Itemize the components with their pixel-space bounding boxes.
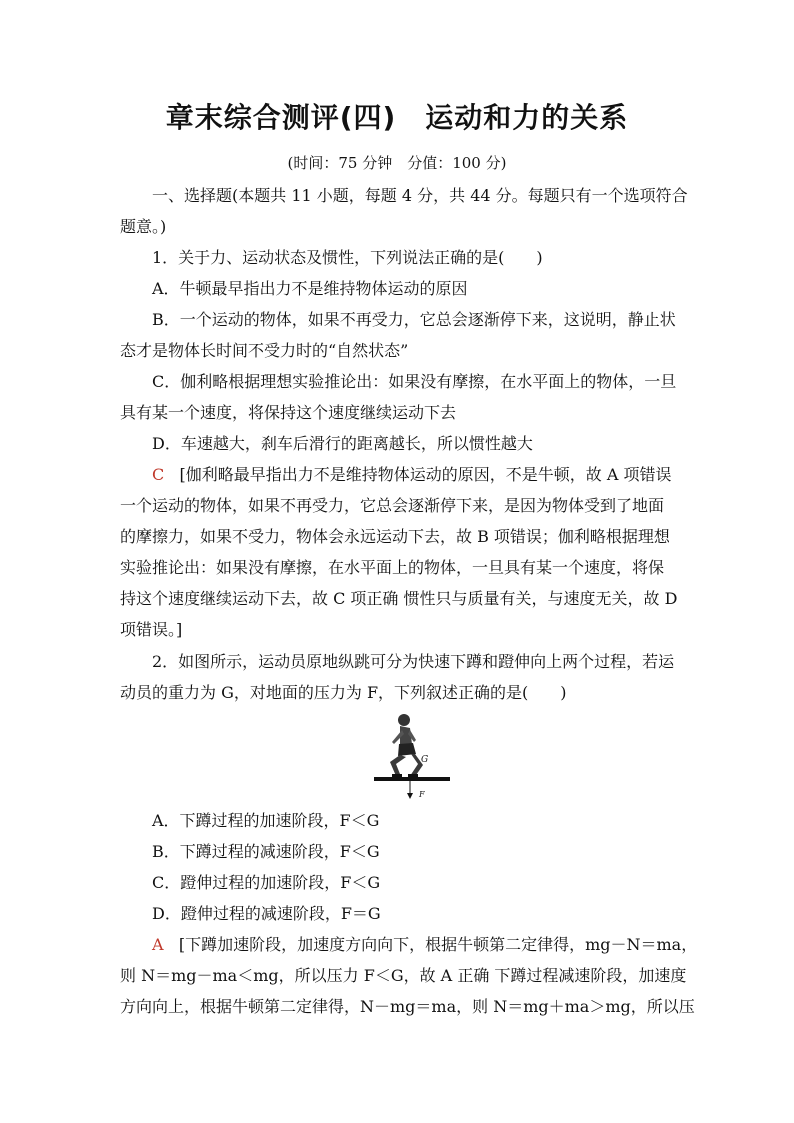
option-a: A．下蹲过程的加速阶段，F＜G bbox=[152, 811, 380, 830]
option-d: D．蹬伸过程的减速阶段，F＝G bbox=[152, 904, 381, 923]
exam-info: (时间：75 分钟 分值：100 分) bbox=[287, 154, 507, 172]
explanation-line: 项错误。] bbox=[120, 620, 183, 639]
option-c: C．伽利略根据理想实验推论出：如果没有摩擦，在水平面上的物体，一旦 bbox=[152, 372, 677, 391]
option-c: C．蹬伸过程的加速阶段，F＜G bbox=[152, 873, 381, 892]
athlete-head bbox=[398, 714, 410, 726]
athlete-leg bbox=[390, 755, 406, 776]
explanation-line: 则 N＝mg－ma＜mg，所以压力 F＜G，故 A 正确 下蹲过程减速阶段，加速度 bbox=[120, 966, 687, 985]
question-2-options bbox=[120, 805, 698, 1022]
question-stem: 1．关于力、运动状态及惯性，下列说法正确的是( ) bbox=[152, 248, 543, 267]
explanation-line: 方向向上，根据牛顿第二定律得，N－mg＝ma，则 N＝mg＋ma＞mg，所以压 bbox=[120, 997, 695, 1016]
force-label: F bbox=[419, 790, 425, 799]
force-arrow-head bbox=[407, 793, 413, 799]
explanation-line: 实验推论出：如果没有摩擦，在水平面上的物体，一旦具有某一个速度，将保 bbox=[120, 558, 665, 577]
athlete-jump-figure bbox=[366, 710, 456, 802]
explanation bbox=[120, 929, 698, 960]
page-title: 章末综合测评(四) 运动和力的关系 bbox=[165, 101, 629, 134]
explanation-text: [伽利略最早指出力不是维持物体运动的原因，不是牛顿，故 A 项错误 bbox=[179, 465, 672, 484]
explanation-line: 一个运动的物体，如果不再受力，它总会逐渐停下来，是因为物体受到了地面 bbox=[120, 496, 665, 515]
explanation bbox=[120, 459, 676, 490]
section-heading bbox=[120, 180, 688, 242]
question-1 bbox=[120, 242, 676, 645]
question-2 bbox=[120, 646, 676, 708]
gravity-label: G bbox=[421, 755, 429, 765]
question-stem-cont: 动员的重力为 G，对地面的压力为 F，下列叙述正确的是( ) bbox=[120, 683, 567, 702]
option-b: B．下蹲过程的减速阶段，F＜G bbox=[152, 842, 380, 861]
question-stem: 2．如图所示，运动员原地纵跳可分为快速下蹲和蹬伸向上两个过程，若运 bbox=[152, 652, 675, 671]
option-c-cont: 具有某一个速度，将保持这个速度继续运动下去 bbox=[120, 403, 457, 422]
option-d: D．车速越大，刹车后滑行的距离越长，所以惯性越大 bbox=[152, 434, 533, 453]
explanation-text: [下蹲加速阶段，加速度方向向下，根据牛顿第二定律得，mg－N＝ma， bbox=[178, 935, 698, 954]
section-heading-line: 题意。) bbox=[120, 217, 167, 236]
option-b: B．一个运动的物体，如果不再受力，它总会逐渐停下来，这说明，静止状 bbox=[152, 310, 676, 329]
option-a: A．牛顿最早指出力不是维持物体运动的原因 bbox=[152, 279, 468, 298]
answer-letter: C bbox=[152, 465, 165, 484]
ground-line bbox=[374, 777, 450, 781]
explanation-line: 的摩擦力，如果不受力，物体会永远运动下去，故 B 项错误；伽利略根据理想 bbox=[120, 527, 670, 546]
answer-letter: A bbox=[152, 935, 164, 954]
explanation-line: 持这个速度继续运动下去，故 C 项正确 惯性只与质量有关，与速度无关，故 D bbox=[120, 589, 678, 608]
option-b-cont: 态才是物体长时间不受力时的“自然状态” bbox=[120, 341, 409, 360]
section-heading-line: 一、选择题(本题共 11 小题，每题 4 分，共 44 分。每题只有一个选项符合 bbox=[152, 186, 688, 205]
